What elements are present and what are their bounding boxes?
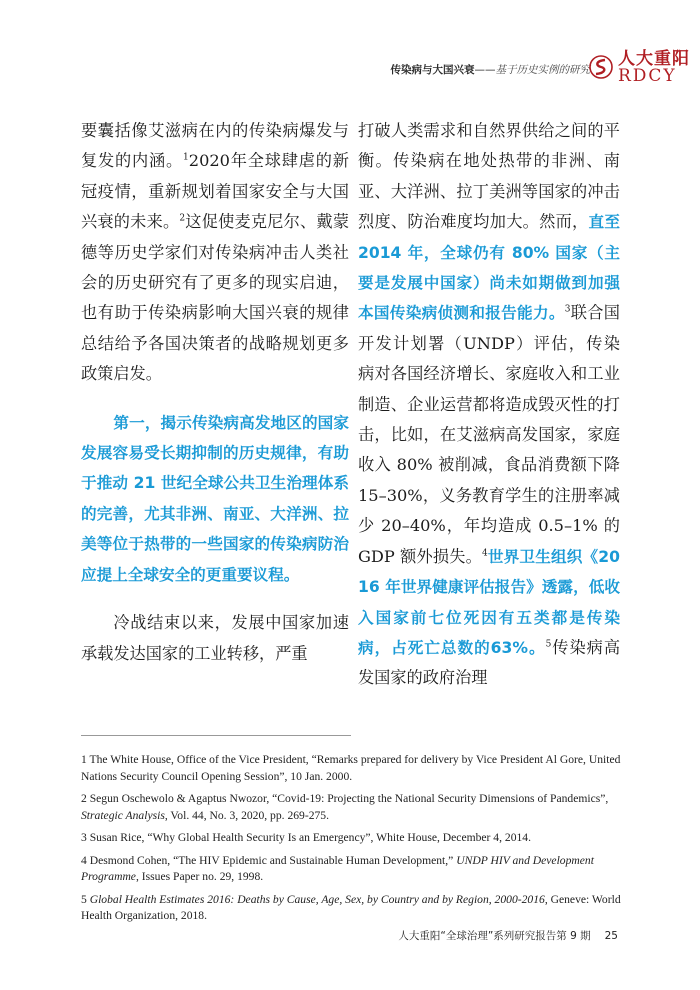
footnotes xyxy=(81,752,621,931)
paragraph xyxy=(81,608,349,669)
text-run: 冷战结束以来，发展中国家加速承载发达国家的工业转移，严重 xyxy=(81,613,349,663)
logo-english-name: RDCY xyxy=(618,66,677,86)
text-run: 这促使麦克尼尔、戴蒙德等历史学家们对传染病冲击人类社会的历史研究有了更多的现实启迪，也有助于传染病影响大国兴衰的规律总结给予各国决策者的战略规划更多政策启发。 xyxy=(81,212,350,384)
text-run: 传染病高发国家的政府治理 xyxy=(358,637,621,688)
right-column xyxy=(358,116,620,694)
footnote-2: 2 Segun Oschewolo & Agaptus Nwozor, “Covid-19: Projecting the National Security Dimensions of Pandemics”, Strategic Analysis, Vol. 44, No. 3, 2020, pp. 269-275. xyxy=(81,792,609,822)
highlighted-text: 第一，揭示传染病高发地区的国家发展容易受长期抑制的历史规律，有助于推动 21 世纪全球公共卫生治理体系的完善，尤其非洲、南亚、大洋洲、拉美等位于热带的一些国家的传染病防治应提上全球安全的更重要议程。 xyxy=(81,413,349,584)
highlighted-text: 直至 2014 年，全球仍有 80% 国家（主要是发展中国家）尚未如期做到加强本国传染病侦测和报告能力。 xyxy=(358,213,620,323)
running-title-dash: —— xyxy=(474,64,496,76)
running-title-sub: 基于历史实例的研究 xyxy=(495,64,590,76)
rdcy-emblem-icon xyxy=(588,52,614,82)
footnote-ref-4: 4 xyxy=(481,548,488,559)
left-column xyxy=(81,116,349,669)
logo-chinese-name: 人大重阳 xyxy=(618,49,690,69)
rdcy-logo xyxy=(588,44,690,90)
text-run: 要囊括像艾滋病在内的传染病爆发与复发的内涵。 xyxy=(81,121,349,171)
footnote-ref-3: 3 xyxy=(564,305,571,316)
footnote-5: 5 Global Health Estimates 2016: Deaths by Cause, Age, Sex, by Country and by Region, 2000-2016, Geneve: World Health Organization, 2018. xyxy=(81,892,621,922)
footnote-ref-2: 2 xyxy=(179,213,186,224)
paragraph xyxy=(81,116,349,390)
footnote-ref-1: 1 xyxy=(183,153,189,164)
page-header xyxy=(0,40,700,96)
highlighted-text: 世界卫生组织《2016 年世界健康评估报告》透露，低收入国家前七位死因有五类都是传染病，占死亡总数的63%。 xyxy=(358,547,620,657)
paragraph xyxy=(358,116,620,694)
text-run: 联合国开发计划署（UNDP）评估，传染病对各国经济增长、家庭收入和工业制造、企业运营都将造成毁灭性的打击，比如，在艾滋病高发国家，家庭收入 80% 被削减，食品消费额下降 15–30%，义务教育学生的注册率减少 20–40%，年均造成 0.5–1% 的 GDP 额外损失。 xyxy=(358,303,620,566)
highlight-paragraph xyxy=(81,408,349,590)
footnote-ref-5: 5 xyxy=(545,639,552,650)
text-run: 打破人类需求和自然界供给之间的平衡。传染病在地处热带的非洲、南亚、大洋洲、拉丁美洲等国家的冲击烈度、防治难度均加大。然而， xyxy=(358,121,620,232)
page-number: 25 xyxy=(604,930,618,942)
footnote-3: 3 Susan Rice, “Why Global Health Security Is an Emergency”, White House, December 4, 2014. xyxy=(81,831,531,844)
running-title xyxy=(391,62,591,77)
running-title-main: 传染病与大国兴衰 xyxy=(390,64,475,76)
footnote-divider xyxy=(81,735,351,736)
text-run: 2020年全球肆虐的新冠疫情，重新规划着国家安全与大国兴衰的未来。 xyxy=(81,151,349,232)
report-series: 人大重阳“全球治理”系列研究报告第 9 期 xyxy=(398,930,591,942)
footnote-1: 1 The White House, Office of the Vice President, “Remarks prepared for delivery by Vice President Al Gore, United Nations Security Council Opening Session”, 10 Jan. 2000. xyxy=(81,753,621,783)
footnote-4: 4 Desmond Cohen, “The HIV Epidemic and Sustainable Human Development,” UNDP HIV and Development Programme, Issues Paper no. 29, 1998. xyxy=(81,853,594,883)
page-footer xyxy=(398,928,618,943)
